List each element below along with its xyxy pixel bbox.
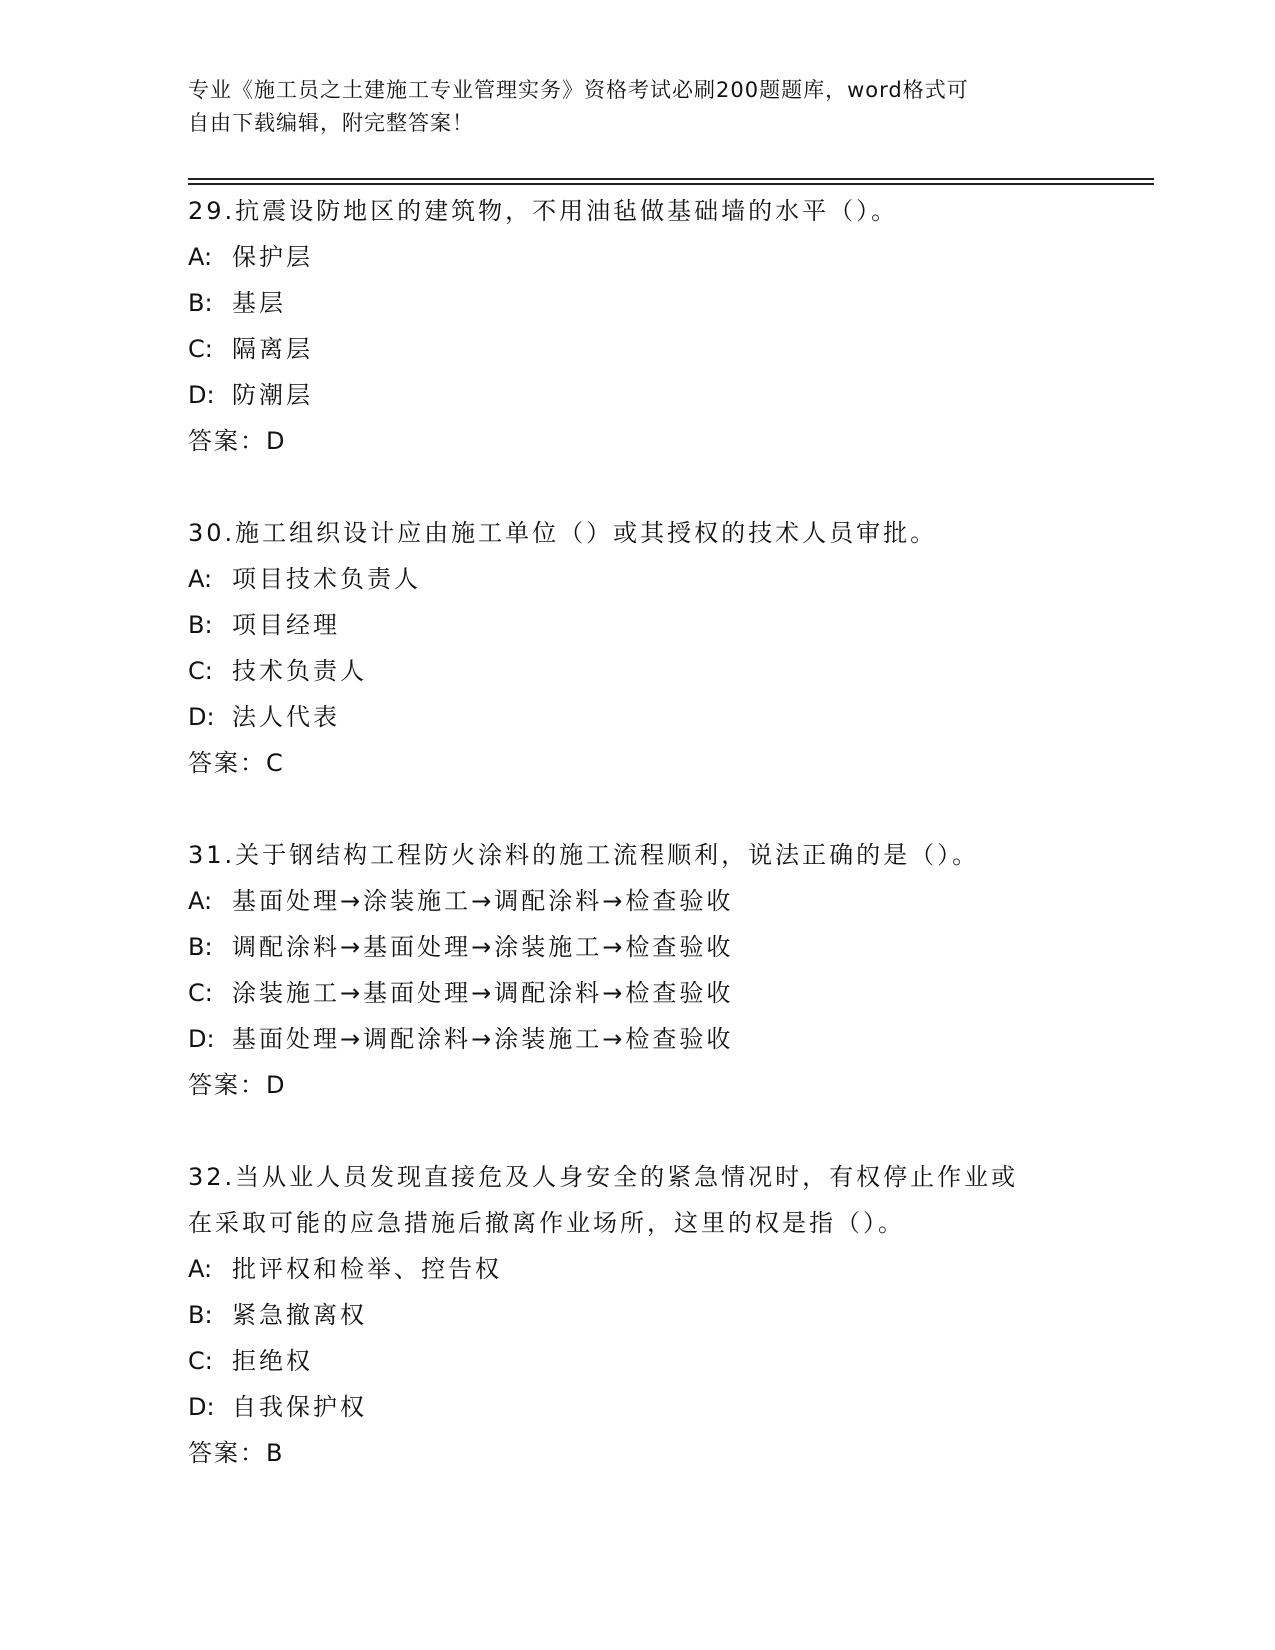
option-key: D: — [188, 381, 215, 409]
answer-label: 答案： — [188, 749, 266, 777]
option-a — [188, 234, 1148, 280]
header-line-1: 专业《施工员之土建施工专业管理实务》资格考试必刷200题题库，word格式可 — [188, 78, 969, 102]
option-key: B: — [188, 611, 213, 639]
option-text: 保护层 — [232, 243, 313, 271]
answer-value: C — [266, 749, 283, 777]
option-b — [188, 924, 1148, 970]
answer-line — [188, 740, 1148, 786]
header-divider-top — [188, 178, 1154, 180]
question-29 — [188, 188, 1148, 464]
option-key: C: — [188, 1347, 213, 1375]
answer-label: 答案： — [188, 1071, 266, 1099]
option-text: 紧急撤离权 — [232, 1301, 367, 1329]
answer-value: D — [266, 427, 285, 455]
question-stem: 32.当从业人员发现直接危及人身安全的紧急情况时，有权停止作业或 — [188, 1163, 1019, 1191]
option-key: C: — [188, 657, 213, 685]
option-text: 基层 — [232, 289, 286, 317]
option-key: A: — [188, 243, 213, 271]
option-text: 涂装施工→基面处理→调配涂料→检查验收 — [232, 979, 734, 1007]
question-stem: 29.抗震设防地区的建筑物，不用油毡做基础墙的水平（）。 — [188, 197, 899, 225]
option-text: 批评权和检举、控告权 — [232, 1255, 502, 1283]
option-c — [188, 970, 1148, 1016]
answer-line — [188, 1430, 1148, 1476]
option-a — [188, 1246, 1148, 1292]
option-text: 防潮层 — [232, 381, 313, 409]
document-header — [188, 74, 1088, 140]
option-text: 基面处理→调配涂料→涂装施工→检查验收 — [232, 1025, 734, 1053]
option-d — [188, 372, 1148, 418]
option-text: 基面处理→涂装施工→调配涂料→检查验收 — [232, 887, 734, 915]
option-key: C: — [188, 335, 213, 363]
option-key: A: — [188, 887, 213, 915]
option-text: 调配涂料→基面处理→涂装施工→检查验收 — [232, 933, 734, 961]
option-key: D: — [188, 1393, 215, 1421]
question-32 — [188, 1154, 1148, 1476]
option-d — [188, 1016, 1148, 1062]
question-stem-continued: 在采取可能的应急措施后撤离作业场所，这里的权是指（）。 — [188, 1209, 905, 1237]
option-text: 拒绝权 — [232, 1347, 313, 1375]
option-key: A: — [188, 565, 213, 593]
option-text: 项目经理 — [232, 611, 340, 639]
option-text: 技术负责人 — [232, 657, 367, 685]
option-b — [188, 602, 1148, 648]
answer-line — [188, 1062, 1148, 1108]
question-31 — [188, 832, 1148, 1108]
question-30 — [188, 510, 1148, 786]
option-b — [188, 1292, 1148, 1338]
option-text: 自我保护权 — [232, 1393, 367, 1421]
answer-line — [188, 418, 1148, 464]
header-divider-bottom — [188, 183, 1154, 185]
option-key: B: — [188, 1301, 213, 1329]
option-c — [188, 1338, 1148, 1384]
option-key: B: — [188, 933, 213, 961]
answer-value: D — [266, 1071, 285, 1099]
answer-label: 答案： — [188, 1439, 266, 1467]
question-list — [188, 188, 1148, 1522]
option-c — [188, 648, 1148, 694]
option-key: B: — [188, 289, 213, 317]
option-a — [188, 556, 1148, 602]
option-a — [188, 878, 1148, 924]
option-c — [188, 326, 1148, 372]
question-stem: 30.施工组织设计应由施工单位（）或其授权的技术人员审批。 — [188, 519, 938, 547]
option-b — [188, 280, 1148, 326]
option-d — [188, 694, 1148, 740]
option-key: C: — [188, 979, 213, 1007]
option-key: D: — [188, 703, 215, 731]
option-text: 隔离层 — [232, 335, 313, 363]
option-key: A: — [188, 1255, 213, 1283]
option-d — [188, 1384, 1148, 1430]
option-text: 法人代表 — [232, 703, 340, 731]
option-text: 项目技术负责人 — [232, 565, 421, 593]
question-stem: 31.关于钢结构工程防火涂料的施工流程顺利，说法正确的是（）。 — [188, 841, 980, 869]
option-key: D: — [188, 1025, 215, 1053]
answer-label: 答案： — [188, 427, 266, 455]
answer-value: B — [266, 1439, 283, 1467]
header-line-2: 自由下载编辑，附完整答案！ — [188, 111, 474, 135]
